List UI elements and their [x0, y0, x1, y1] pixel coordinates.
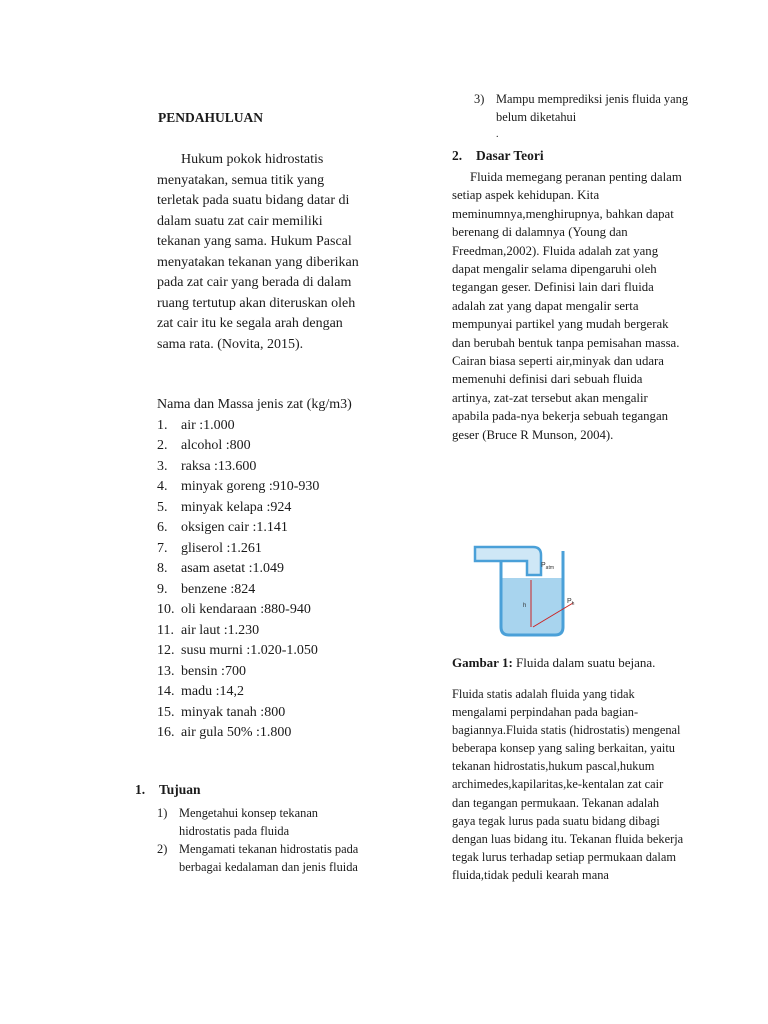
list-number: 10. [157, 602, 175, 617]
list-text: minyak tanah :800 [181, 704, 286, 720]
list-text: raksa :13.600 [181, 458, 257, 474]
density-item [157, 436, 367, 457]
list-number: 11. [157, 622, 174, 638]
stray-dot: . [496, 129, 499, 140]
density-item [157, 477, 367, 498]
list-text: minyak goreng :910-930 [181, 479, 320, 494]
density-item [157, 703, 367, 724]
density-item [157, 723, 367, 744]
list-text: oli kendaraan :880-940 [181, 602, 311, 617]
density-item [157, 518, 367, 539]
list-number: 12. [157, 643, 175, 658]
list-text: oksigen cair :1.141 [181, 520, 288, 535]
list-text: air :1.000 [181, 417, 235, 433]
caption-label: Gambar 1: [452, 655, 513, 670]
tujuan-title: Tujuan [159, 782, 201, 797]
list-number: 4. [157, 479, 168, 494]
density-item [157, 682, 367, 703]
density-list [157, 416, 367, 744]
density-item [157, 641, 367, 662]
tujuan-number: 1. [135, 782, 146, 797]
list-number: 9. [157, 581, 168, 597]
density-item [157, 621, 367, 642]
density-item [157, 457, 367, 478]
density-item [157, 600, 367, 621]
figure-caption [452, 655, 702, 671]
list-text: air laut :1.230 [181, 622, 260, 638]
p-atm-label: $P_{atm}$ [541, 562, 555, 571]
intro-text: Hukum pokok hidrostatis menyatakan, semua titik yang terletak pada suatu bidang datar di dalam suatu zat cair memiliki tekanan yang sama. Hukum Pascal menyatakan tekanan yang diberikan pada zat cair yang berada di dalam ruang tertutup akan diteruskan oleh zat cair itu ke segala arah dengan sama rata. (Novita, 2015). [157, 152, 359, 352]
intro-paragraph [157, 150, 367, 355]
list-text: Mampu memprediksi jenis fluida yang belum diketahui [496, 92, 689, 125]
list-text: bensin :700 [181, 663, 246, 679]
list-number: 14. [157, 684, 175, 699]
density-item [157, 559, 367, 580]
list-number: 1. [157, 417, 168, 433]
list-number: 15. [157, 704, 175, 720]
list-number: 3. [157, 458, 168, 474]
list-text: asam asetat :1.049 [181, 561, 285, 576]
list-number: 2) [157, 842, 168, 857]
dasar-teori-heading [452, 148, 544, 164]
list-number: 16. [157, 725, 175, 740]
list-number: 13. [157, 663, 175, 679]
list-number: 3) [474, 92, 485, 106]
list-number: 8. [157, 561, 168, 576]
fluida-statis-paragraph: Fluida statis adalah fluida yang tidak mengalami perpindahan pada bagian-bagiannya.Fluida statis (hidrostatis) mengenal beberapa konsep yang saling berkaitan, yaitu tekanan hidrostatis,hukum pascal,hukum archimedes,kapilaritas,ke-kentalan zat cair dan tegangan permukaan. Tekanan adalah gaya tegak lurus pada suatu bidang dibagi dengan luas bidang itu. Tekanan fluida bekerja tegak lurus terhadap setiap permukaan dalam fluida,tidak peduli kearah mana [452, 687, 684, 882]
tujuan-item [157, 840, 369, 876]
caption-text: Fluida dalam suatu bejana. [512, 655, 656, 670]
objective-item-3 [474, 90, 704, 126]
dasar-number: 2. [452, 148, 463, 163]
list-number: 5. [157, 499, 168, 515]
density-section [157, 395, 367, 744]
vessel-diagram [467, 545, 577, 645]
inlet-pipe [475, 547, 541, 575]
h-label: h [523, 603, 527, 609]
water-fill [501, 578, 563, 635]
density-title: Nama dan Massa jenis zat (kg/m3) [157, 397, 352, 412]
list-number: 2. [157, 438, 168, 453]
list-text: gliserol :1.261 [181, 540, 262, 556]
density-item [157, 416, 367, 437]
list-number: 1) [157, 806, 168, 820]
dasar-title: Dasar Teori [476, 148, 544, 163]
list-text: air gula 50% :1.800 [181, 725, 292, 740]
list-text: benzene :824 [181, 581, 256, 597]
density-item [157, 662, 367, 683]
list-text: madu :14,2 [181, 684, 244, 699]
list-text: Mengamati tekanan hidrostatis pada berbagai kedalaman dan jenis fluida [179, 842, 359, 875]
list-number: 6. [157, 520, 168, 535]
list-text: alcohol :800 [181, 438, 251, 453]
density-item [157, 539, 367, 560]
dasar-teori-paragraph [452, 168, 684, 444]
list-text: susu murni :1.020-1.050 [181, 643, 318, 658]
density-item [157, 498, 367, 519]
list-text: minyak kelapa :924 [181, 499, 292, 515]
list-number: 7. [157, 540, 168, 556]
p-h-label: $P_h$ [567, 598, 575, 607]
vessel-figure [467, 545, 577, 645]
tujuan-item [157, 804, 369, 840]
dasar-text: Fluida memegang peranan penting dalam setiap aspek kehidupan. Kita meminumnya,menghirupnya, bahkan dapat berenang di dalamnya (Young dan Freedman,2002). Fluida adalah zat yang dapat mengalir selama dipengaruhi oleh tegangan geser. Definisi lain dari fluida adalah zat yang dapat mengalir serta mempunyai partikel yang mudah bergerak dan berubah bentuk tanpa pemisahan massa. Cairan biasa seperti air,minyak dan udara memenuhi definisi dari sebuah fluida artinya, zat-zat tersebut akan mengalir apabila pada-nya bekerja sebuah tegangan geser (Bruce R Munson, 2004). [452, 170, 682, 442]
tujuan-heading [135, 782, 201, 798]
list-text: Mengetahui konsep tekanan hidrostatis pada fluida [179, 806, 319, 839]
tujuan-list [157, 804, 369, 876]
section-heading-pendahuluan: PENDAHULUAN [158, 110, 264, 125]
density-item [157, 580, 367, 601]
